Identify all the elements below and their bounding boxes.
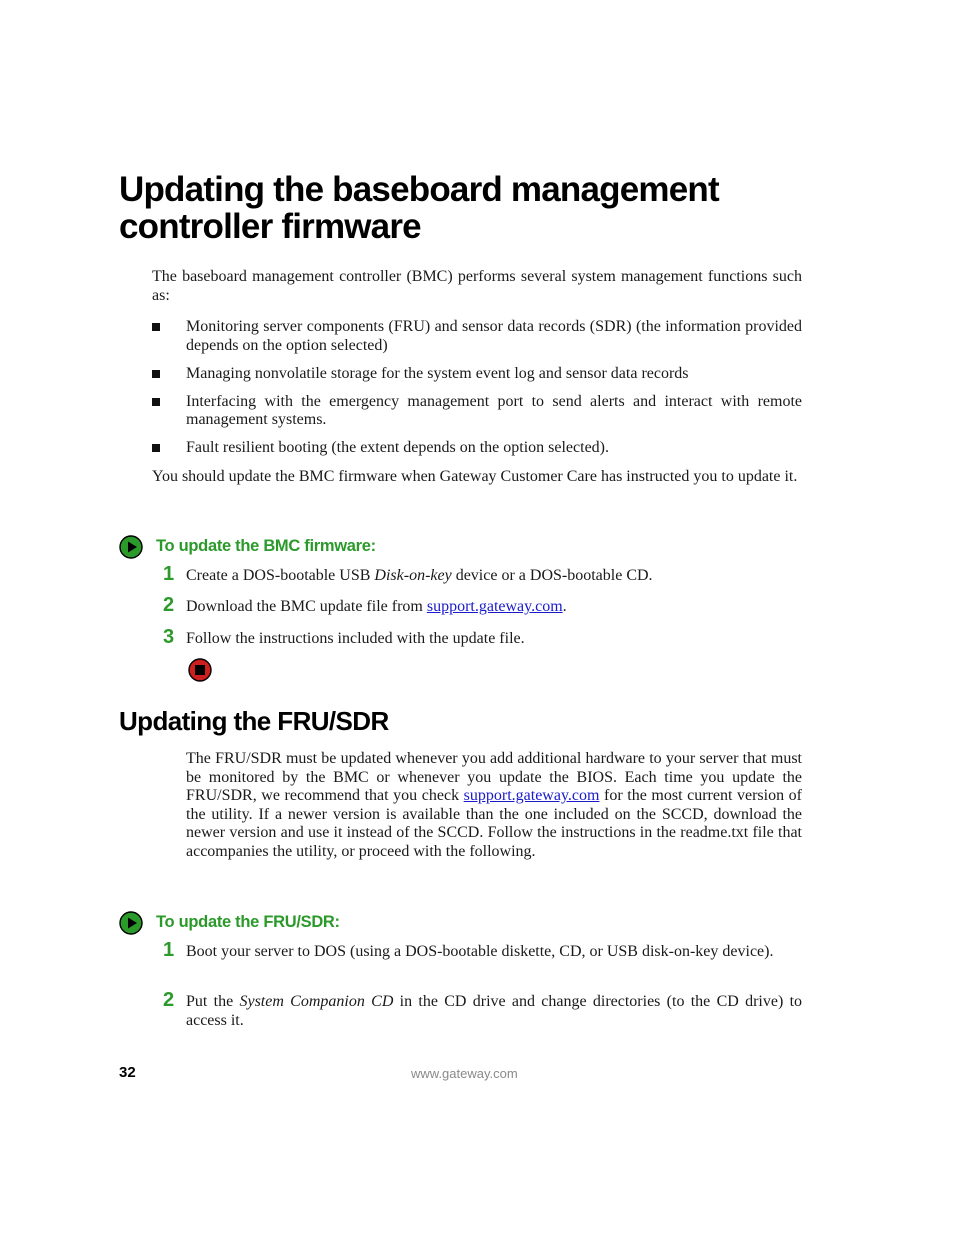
step-number: 2 bbox=[163, 594, 175, 616]
step-text: Download the BMC update file from support.gateway.com. bbox=[186, 598, 567, 615]
intro-paragraph: The baseboard management controller (BMC) performs several system management functions such as: bbox=[152, 268, 802, 304]
step-number: 2 bbox=[163, 989, 175, 1011]
step-text: Create a DOS-bootable USB Disk-on-key device or a DOS-bootable CD. bbox=[186, 567, 653, 584]
step-text: Put the System Companion CD in the CD drive and change directories (to the CD drive) to access it. bbox=[186, 993, 803, 1029]
list-item: Interfacing with the emergency management port to send alerts and interact with remote management systems. bbox=[152, 393, 802, 430]
procedure-start-icon bbox=[119, 535, 143, 559]
fru-paragraph: The FRU/SDR must be updated whenever you add additional hardware to your server that must be monitored by the BMC or whenever you update the BIOS. Each time you update the FRU/SDR, we recommend that you check support.gateway.com for the most current version of the utility. If a newer version is available than the one included on the SCCD, download the newer version and use it instead of the SCCD. Follow the instructions in the readme.txt file that accompanies the utility, or proceed with the following. bbox=[186, 750, 803, 860]
step-number: 1 bbox=[163, 563, 175, 585]
page-number: 32 bbox=[119, 1064, 136, 1081]
footer-url: www.gateway.com bbox=[411, 1066, 518, 1081]
list-item: Monitoring server components (FRU) and sensor data records (SDR) (the information provided depends on the option selected) bbox=[152, 318, 802, 355]
procedure-title-fru: To update the FRU/SDR: bbox=[156, 913, 340, 931]
list-item: Managing nonvolatile storage for the system event log and sensor data records bbox=[152, 365, 802, 384]
step-number: 3 bbox=[163, 626, 175, 648]
bmc-update-note: You should update the BMC firmware when Gateway Customer Care has instructed you to update it. bbox=[152, 468, 798, 485]
step-number: 1 bbox=[163, 939, 175, 961]
procedure-title-bmc: To update the BMC firmware: bbox=[156, 537, 376, 555]
procedure-stop-icon bbox=[188, 658, 212, 682]
support-link[interactable]: support.gateway.com bbox=[463, 787, 600, 805]
square-bullet-icon bbox=[152, 323, 160, 331]
square-bullet-icon bbox=[152, 398, 160, 406]
step-text: Follow the instructions included with the update file. bbox=[186, 630, 525, 647]
square-bullet-icon bbox=[152, 370, 160, 378]
page-title: Updating the baseboard management controller firmware bbox=[119, 170, 719, 246]
section-heading-fru: Updating the FRU/SDR bbox=[119, 706, 389, 736]
support-link[interactable]: support.gateway.com bbox=[426, 598, 563, 615]
square-bullet-icon bbox=[152, 444, 160, 452]
bmc-functions-list bbox=[152, 318, 802, 458]
list-item: Fault resilient booting (the extent depends on the option selected). bbox=[152, 439, 802, 458]
step-text: Boot your server to DOS (using a DOS-bootable diskette, CD, or USB disk-on-key device). bbox=[186, 943, 774, 960]
procedure-start-icon bbox=[119, 911, 143, 935]
